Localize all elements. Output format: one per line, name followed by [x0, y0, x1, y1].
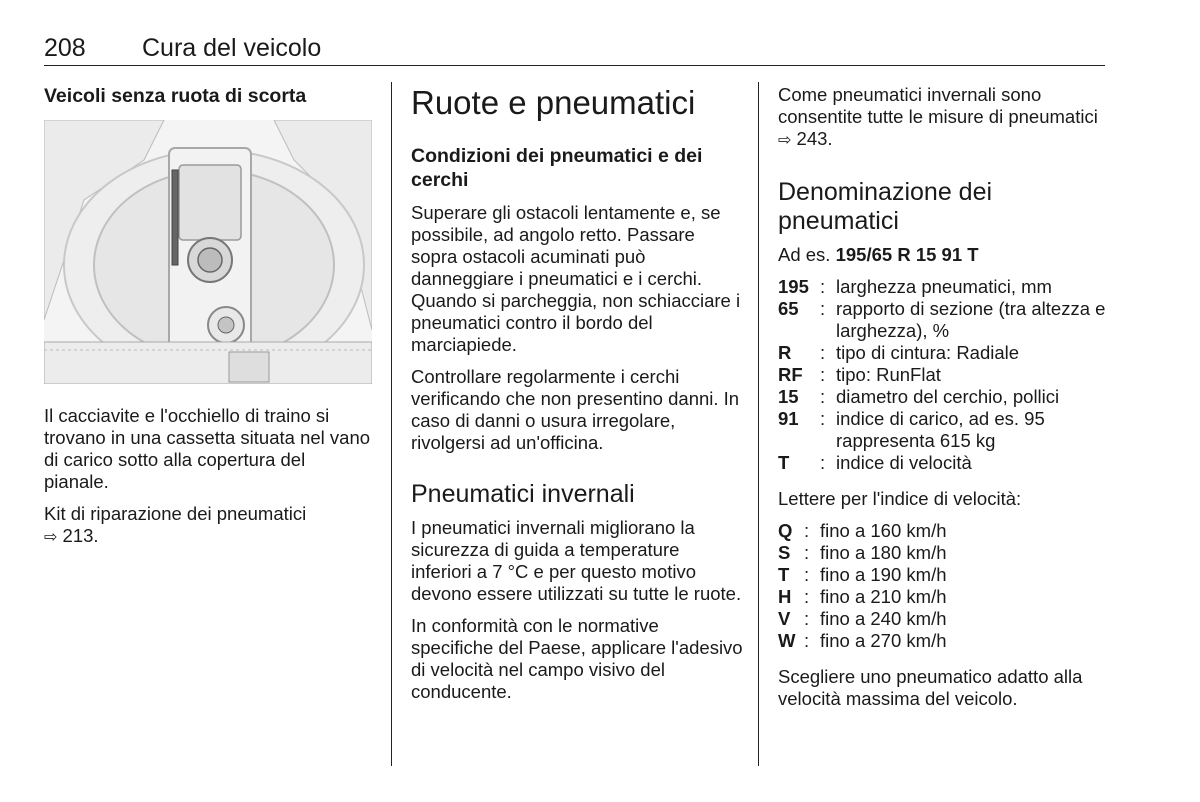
def-key: 195: [778, 276, 809, 297]
def-colon: :: [820, 408, 826, 429]
speed-value: fino a 190 km/h: [820, 564, 947, 585]
speed-key: V: [778, 608, 791, 629]
winter-tyres-paragraph: I pneumatici invernali migliorano la sicurezza di guida a temperature inferiori a 7 °C e per questo motivo devono essere utilizzati su tutte le ruote.: [411, 517, 742, 604]
tyre-designation-heading: Denominazione dei pneumatici: [778, 178, 993, 235]
def-colon: :: [820, 452, 826, 473]
reference-arrow-icon: ⇨: [44, 529, 58, 546]
speed-colon: :: [804, 630, 810, 651]
speed-colon: :: [804, 520, 810, 541]
winter-tyres-heading: Pneumatici invernali: [411, 480, 635, 508]
winter-sizes-page-link[interactable]: 243.: [796, 128, 833, 149]
section-subheading: Veicoli senza ruota di scorta: [44, 85, 307, 107]
speed-value: fino a 240 km/h: [820, 608, 947, 629]
def-key: T: [778, 452, 790, 473]
speed-key: T: [778, 564, 790, 585]
speed-colon: :: [804, 542, 810, 563]
list-item: [778, 564, 1108, 586]
speed-colon: :: [804, 564, 810, 585]
def-value: diametro del cerchio, pollici: [836, 386, 1060, 407]
list-item: [778, 608, 1108, 630]
column-3: [778, 84, 1108, 720]
speed-value: fino a 270 km/h: [820, 630, 947, 651]
speed-value: fino a 160 km/h: [820, 520, 947, 541]
tyre-choice-paragraph: Scegliere uno pneumatico adatto alla velocità massima del veicolo.: [778, 666, 1083, 709]
reference-arrow-icon: ⇨: [778, 132, 792, 149]
list-item: [778, 520, 1108, 542]
def-colon: :: [820, 386, 826, 407]
speed-key: Q: [778, 520, 793, 541]
speed-key: W: [778, 630, 796, 651]
speed-index-list: [778, 520, 1108, 652]
list-item: [778, 298, 1108, 342]
speed-sticker-paragraph: In conformità con le normative specifiche del Paese, applicare l'adesivo di velocità nel campo visivo del conducente.: [411, 615, 743, 702]
repair-kit-page-link[interactable]: 213.: [62, 525, 99, 546]
def-value: tipo di cintura: Radiale: [836, 342, 1020, 363]
obstacles-paragraph: Superare gli ostacoli lentamente e, se possibile, ad angolo retto. Passare sopra ostacoli acuminati può danneggiare i pneumatici e i cerchi. Quando si parcheggia, non schiacciare i pneumatici contro il bordo del marciapiede.: [411, 202, 741, 355]
example-line: [778, 244, 1108, 266]
speed-colon: :: [804, 608, 810, 629]
section-title: Ruote e pneumatici: [411, 84, 696, 121]
list-item: [778, 408, 1108, 452]
list-item: [778, 276, 1108, 298]
list-item: [778, 452, 1108, 474]
speed-value: fino a 180 km/h: [820, 542, 947, 563]
def-key: 65: [778, 298, 799, 319]
rim-check-paragraph: Controllare regolarmente i cerchi verificando che non presentino danni. In caso di danni o usura irregolare, rivolgersi ad un'officina.: [411, 366, 740, 453]
speed-key: H: [778, 586, 792, 607]
def-colon: :: [820, 298, 826, 319]
repair-kit-label: Kit di riparazione dei pneumatici: [44, 503, 307, 524]
speed-key: S: [778, 542, 791, 563]
winter-sizes-paragraph: [778, 84, 1108, 152]
list-item: [778, 586, 1108, 608]
column-divider-2: [758, 82, 759, 766]
header-rule: [44, 65, 1105, 66]
spare-wheel-well-illustration: [44, 120, 372, 384]
repair-kit-reference: [44, 503, 374, 549]
speed-colon: :: [804, 586, 810, 607]
list-item: [778, 630, 1108, 652]
list-item: [778, 542, 1108, 564]
list-item: [778, 386, 1108, 408]
designation-list: [778, 276, 1108, 474]
def-value: rapporto di sezione (tra altezza e larghezza), %: [836, 298, 1106, 341]
def-key: RF: [778, 364, 803, 385]
def-value: larghezza pneumatici, mm: [836, 276, 1052, 297]
page-number: 208: [44, 34, 86, 62]
def-value: indice di carico, ad es. 95 rappresenta 615 kg: [836, 408, 1045, 451]
def-key: 91: [778, 408, 799, 429]
def-colon: :: [820, 276, 826, 297]
column-1: [44, 84, 374, 559]
def-colon: :: [820, 342, 826, 363]
def-key: R: [778, 342, 792, 363]
def-value: indice di velocità: [836, 452, 972, 473]
winter-sizes-text: Come pneumatici invernali sono consentite tutte le misure di pneumatici: [778, 84, 1098, 127]
column-divider-1: [391, 82, 392, 766]
example-code: 195/65 R 15 91 T: [835, 244, 979, 265]
def-key: 15: [778, 386, 799, 407]
chapter-title: Cura del veicolo: [142, 34, 322, 62]
column-2: [411, 84, 743, 713]
speed-value: fino a 210 km/h: [820, 586, 947, 607]
list-item: [778, 342, 1108, 364]
list-item: [778, 364, 1108, 386]
tool-location-paragraph: Il cacciavite e l'occhiello di traino si trovano in una cassetta situata nel vano di carico sotto alla copertura del pianale.: [44, 405, 371, 492]
speed-index-intro: Lettere per l'indice di velocità:: [778, 488, 1022, 509]
def-colon: :: [820, 364, 826, 385]
def-value: tipo: RunFlat: [836, 364, 941, 385]
example-prefix: Ad es.: [778, 244, 836, 265]
subsection-heading-condition: Condizioni dei pneumatici e dei cerchi: [411, 145, 703, 191]
